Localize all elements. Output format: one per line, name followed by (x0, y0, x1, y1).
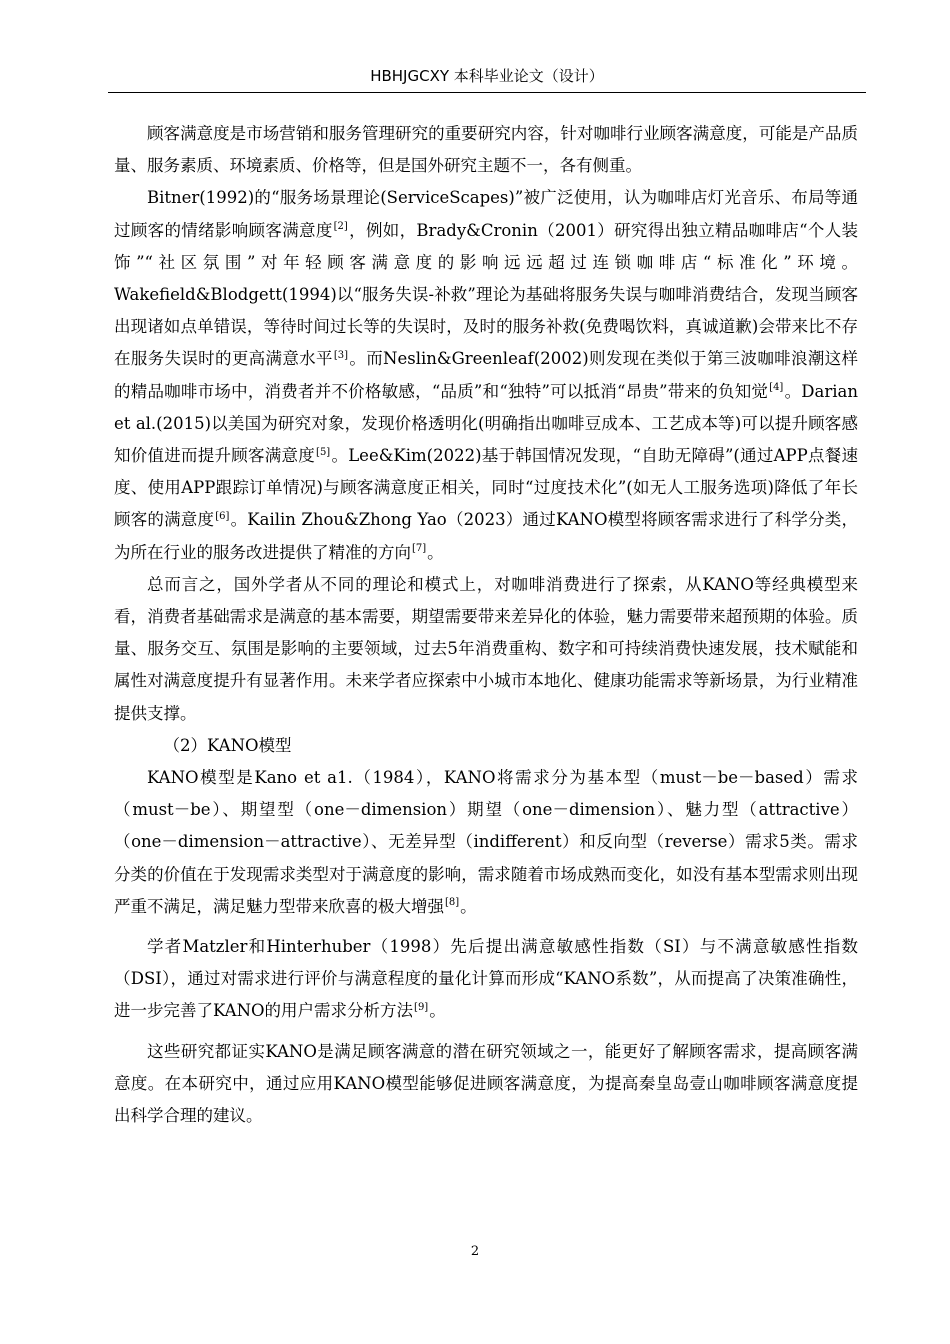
header-rule (108, 92, 866, 93)
citation-6: [6] (215, 510, 230, 522)
page-number: 2 (470, 1244, 480, 1259)
paragraph-summary: 总而言之，国外学者从不同的理论和模式上，对咖啡消费进行了探索，从KANO等经典模型来看，消费者基础需求是满意的基本需要，期望需要带来差异化的体验，魅力需要带来超预期的体验。质量、服务交互、氛围是影响的主要领域，过去5年消费重构、数字和可持续消费快速发展，技术赋能和属性对满意度提升有显著作用。未来学者应探索中小城市本地化、健康功能需求等新场景，为行业精准提供支撑。 (114, 574, 858, 723)
paragraph-kano-coefficient: 学者Matzler和Hinterhuber（1998）先后提出满意敏感性指数（SI）与不满意敏感性指数（DSI），通过对需求进行评价与满意程度的量化计算而形成“KANO系数”，从而提高了决策准确性，进一步完善了KANO的用户需求分析方法[9]。 (114, 937, 858, 1021)
paragraph-kano-model: KANO模型是Kano et a1.（1984），KANO将需求分为基本型（must－be－based）需求（must－be）、期望型（one－dimension）期望（one－dimension）、魅力型（attractive）（one－dimension－attractive）、无差异型（indifferent）和反向型（reverse）需求5类。需求分类的价值在于发现需求类型对于满意度的影响，需求随着市场成熟而变化，如没有基本型需求则出现严重不满足，满足魅力型带来欣喜的极大增强[8]。 (114, 768, 858, 916)
citation-7: [7] (412, 543, 427, 555)
paragraph-conclusion: 这些研究都证实KANO是满足顾客满意的潜在研究领域之一，能更好了解顾客需求，提高顾客满意度。在本研究中，通过应用KANO模型能够促进顾客满意度，为提高秦皇岛壹山咖啡顾客满意度提出科学合理的建议。 (114, 1041, 858, 1126)
paragraph-intro: 顾客满意度是市场营销和服务管理研究的重要研究内容，针对咖啡行业顾客满意度，可能是产品质量、服务素质、环境素质、价格等，但是国外研究主题不一，各有侧重。 (114, 124, 858, 176)
citation-8: [8] (445, 897, 460, 909)
citation-2: [2] (333, 221, 348, 233)
citation-9: [9] (414, 1001, 429, 1013)
running-header: HBHJGCXY 本科毕业论文（设计） (370, 67, 604, 85)
citation-3: [3] (333, 349, 349, 361)
body-text (114, 118, 858, 1132)
section-heading-kano: （2）KANO模型 (163, 735, 292, 755)
citation-4: [4] (769, 382, 784, 394)
paragraph-foreign-research: Bitner(1992)的“服务场景理论(ServiceScapes)”被广泛使用，认为咖啡店灯光音乐、布局等通过顾客的情绪影响顾客满意度[2]，例如，Brady&Cronin（2001）研究得出独立精品咖啡店“个人装饰”“社区氛围”对年轻顾客满意度的影响远远超过连锁咖啡店“标准化”环境。Wakefield&Blodgett(1994)以“服务失误-补救”理论为基础将服务失误与咖啡消费结合，发现当顾客出现诸如点单错误，等待时间过长等的失误时，及时的服务补救(免费喝饮料，真诚道歉)会带来比不存在服务失误时的更高满意水平[3]。而Neslin&Greenleaf(2002)则发现在类似于第三波咖啡浪潮这样的精品咖啡市场中，消费者并不价格敏感，“品质”和“独特”可以抵消“昂贵”带来的负知觉[4]。Darian et al.(2015)以美国为研究对象，发现价格透明化(明确指出咖啡豆成本、工艺成本等)可以提升顾客感知价值进而提升顾客满意度[5]。Lee&Kim(2022)基于韩国情况发现，“自助无障碍”(通过APP点餐速度、使用APP跟踪订单情况)与顾客满意度正相关，同时“过度技术化”(如无人工服务选项)降低了年长顾客的满意度[6]。Kailin Zhou&Zhong Yao（2023）通过KANO模型将顾客需求进行了科学分类，为所在行业的服务改进提供了精准的方向[7]。 (114, 188, 859, 562)
citation-5: [5] (316, 446, 331, 458)
